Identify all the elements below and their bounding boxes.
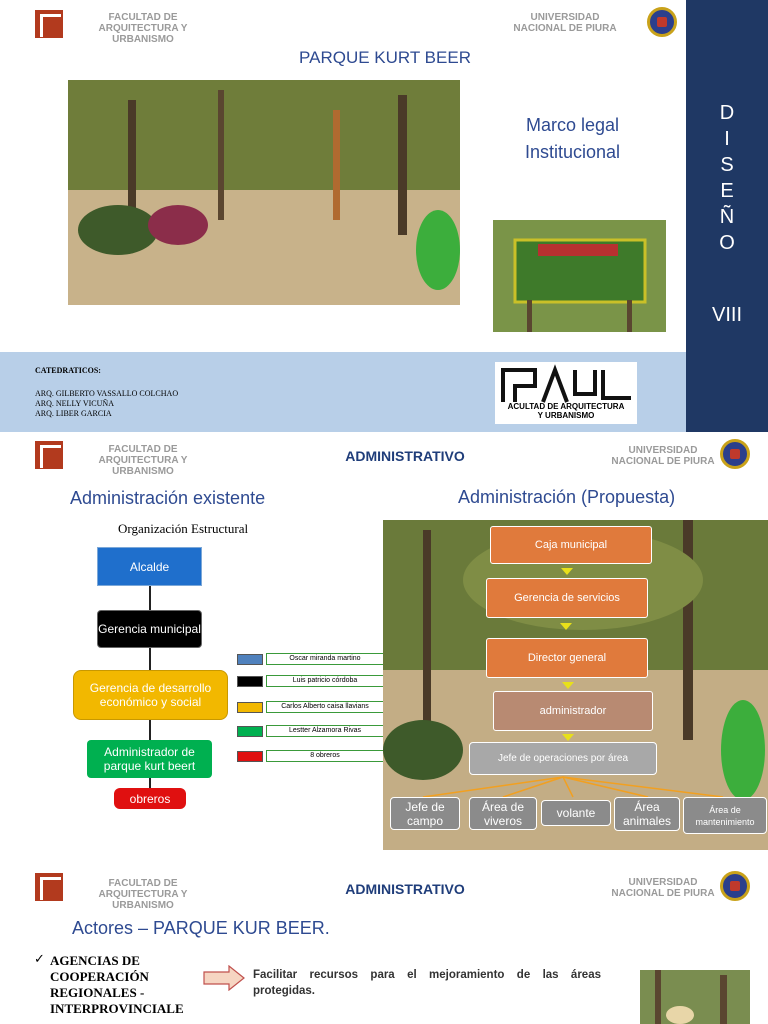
faculty-name: FACULTAD DE ARQUITECTURA Y URBANISMO — [98, 12, 188, 45]
teacher-name: ARQ. NELLY VICUÑA — [35, 399, 114, 408]
proposal-box-caja: Caja municipal — [490, 526, 652, 564]
org-box-alcalde: Alcalde — [97, 547, 202, 586]
legend-label: Carlos Alberto caisa llavians — [266, 701, 384, 713]
side-letter: S — [720, 154, 734, 176]
arrow-down-icon — [562, 682, 574, 689]
legend-swatch — [237, 751, 263, 762]
arrow-down-icon — [561, 568, 573, 575]
arrow-down-icon — [560, 623, 572, 630]
proposal-box-viveros: Área de viveros — [469, 797, 537, 830]
section-heading: ADMINISTRATIVO — [345, 448, 465, 464]
side-letter: Ñ — [719, 206, 735, 228]
proposal-box-jefe-ops: Jefe de operaciones por área — [469, 742, 657, 775]
check-icon: ✓ — [34, 951, 45, 966]
side-letter: E — [720, 180, 734, 202]
proposed-admin-title: Administración (Propuesta) — [458, 487, 676, 507]
park-sign-photo — [493, 220, 666, 332]
proposal-box-administrador: administrador — [493, 691, 653, 731]
org-box-gerencia: Gerencia municipal — [97, 610, 202, 648]
agency-description: Facilitar recursos para el mejoramiento de las áreas protegidas. — [253, 969, 601, 997]
fau-logo — [495, 362, 637, 424]
legend-swatch — [237, 702, 263, 713]
legend-swatch — [237, 726, 263, 737]
proposal-box-gerencia: Gerencia de servicios — [486, 578, 648, 618]
proposal-box-mantenimiento: Área de mantenimiento — [683, 797, 767, 834]
side-letter: O — [719, 232, 735, 254]
university-seal-icon — [720, 871, 750, 901]
actors-photo — [640, 970, 750, 1024]
university-seal-icon — [720, 439, 750, 469]
arrow-down-icon — [562, 734, 574, 741]
org-box-obreros: obreros — [114, 788, 186, 809]
side-banner — [686, 0, 768, 432]
teacher-name: ARQ. LIBER GARCIA — [35, 409, 112, 418]
university-name: UNIVERSIDAD NACIONAL DE PIURA — [611, 445, 715, 467]
proposal-box-director: Director general — [486, 638, 648, 678]
side-number: VIII — [711, 304, 742, 326]
marco-legal-title: Marco legal Institucional — [524, 115, 621, 162]
teachers-band — [0, 352, 686, 432]
org-title: Organización Estructural — [118, 521, 249, 536]
park-photo — [68, 80, 460, 305]
legend-swatch — [237, 654, 263, 665]
side-letter: D — [719, 102, 735, 124]
faculty-name: FACULTAD DE ARQUITECTURA Y URBANISMO — [98, 444, 188, 477]
arrow-right-icon — [203, 965, 245, 991]
legend-swatch — [237, 676, 263, 687]
org-box-administrador: Administrador de parque kurt beert — [87, 740, 212, 778]
faculty-logo-icon — [35, 10, 63, 38]
legend-label: Luis patricio córdoba — [266, 675, 384, 687]
university-name: UNIVERSIDAD NACIONAL DE PIURA — [611, 877, 715, 899]
teacher-name: ARQ. GILBERTO VASSALLO COLCHAO — [35, 389, 179, 398]
university-seal-icon — [647, 7, 677, 37]
faculty-name: FACULTAD DE ARQUITECTURA Y URBANISMO — [98, 878, 188, 911]
proposal-box-animales: Área animales — [614, 797, 680, 831]
legend-label: Lestter Alzamora Rivas — [266, 725, 384, 737]
section-heading: ADMINISTRATIVO — [345, 881, 465, 897]
logo-text: ACULTAD DE ARQUITECTURA — [507, 402, 625, 411]
legend-label: 8 obreros — [266, 750, 384, 762]
agency-name: AGENCIAS DE COOPERACIÓN REGIONALES - INTERPROVINCIALE — [50, 953, 184, 1016]
proposal-box-volante: volante — [541, 800, 611, 826]
org-box-desarrollo: Gerencia de desarrollo económico y social — [73, 670, 228, 720]
logo-text: Y URBANISMO — [537, 411, 595, 420]
catedraticos-label: CATEDRATICOS: — [35, 366, 101, 375]
legend-label: Oscar miranda martino — [266, 653, 384, 665]
existing-admin-title: Administración existente — [70, 488, 266, 508]
faculty-logo-icon — [35, 873, 63, 901]
actors-title: Actores – PARQUE KUR BEER. — [72, 918, 330, 938]
university-name: UNIVERSIDAD NACIONAL DE PIURA — [513, 12, 617, 34]
slide-title: PARQUE KURT BEER — [299, 48, 471, 67]
faculty-logo-icon — [35, 441, 63, 469]
side-letter: I — [724, 128, 730, 150]
proposal-box-jefe-campo: Jefe de campo — [390, 797, 460, 830]
